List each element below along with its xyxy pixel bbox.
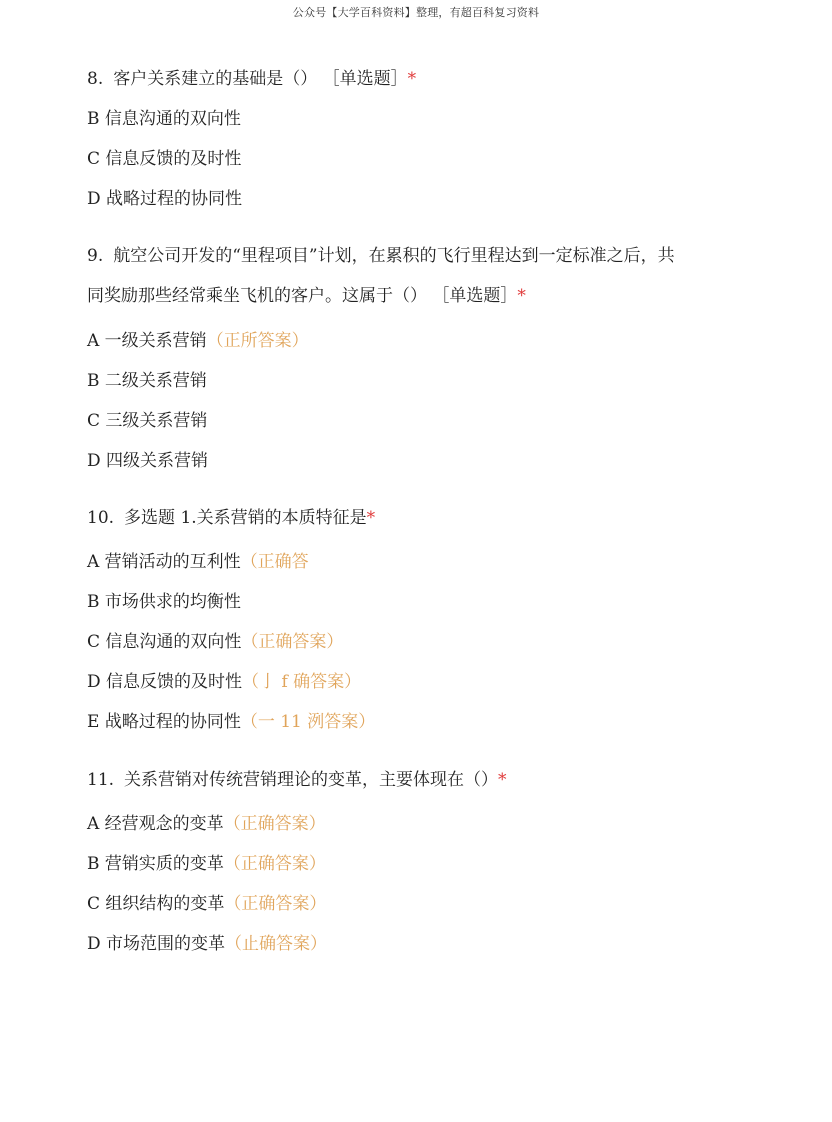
option-item[interactable]: [87, 329, 309, 353]
correct-answer-tag: （正确答: [240, 552, 309, 572]
option-label: B 营销实质的变革: [87, 854, 224, 874]
option-item[interactable]: [87, 630, 343, 654]
option-label: B 二级关系营销: [87, 371, 207, 391]
option-label: C 三级关系营销: [87, 411, 208, 431]
option-label: B 市场供求的均衡性: [87, 592, 241, 612]
correct-answer-tag: （正所答案）: [206, 331, 309, 351]
option-label: A 一级关系营销: [87, 331, 207, 351]
option-label: C 信息沟通的双向性: [87, 632, 242, 652]
option-item[interactable]: [87, 590, 241, 614]
option-item[interactable]: [87, 409, 207, 433]
option-item[interactable]: [87, 892, 326, 916]
question-text: 同奖励那些经常乘坐飞机的客户。这属于（） ［单选题］: [87, 286, 518, 306]
option-label: E 战略过程的协同性: [87, 712, 241, 732]
question-9-title-line2: [87, 284, 526, 308]
question-text: 航空公司开发的“里程项目”计划，在累积的飞行里程达到一定标准之后，共: [113, 246, 675, 266]
required-star: *: [517, 286, 526, 306]
option-label: A 营销活动的互利性: [87, 552, 241, 572]
question-10-title: [87, 506, 375, 530]
option-label: C 信息反馈的及时性: [87, 149, 242, 169]
question-text: 关系营销对传统营销理论的变革，主要体现在（）: [124, 770, 499, 790]
required-star: *: [498, 770, 507, 790]
option-label: D 市场范围的变革: [87, 934, 226, 954]
question-8-title: [87, 67, 416, 91]
question-9-title-line1: [87, 244, 675, 268]
option-item[interactable]: [87, 449, 208, 473]
question-number: 11.: [87, 770, 115, 790]
correct-answer-tag: （正确答案）: [241, 632, 344, 652]
question-number: 9.: [87, 246, 104, 266]
page-header: 公众号【大学百科资料】整理，有超百科复习资料: [292, 6, 540, 19]
option-label: A 经营观念的变革: [87, 814, 224, 834]
option-item[interactable]: [87, 107, 241, 131]
required-star: *: [366, 508, 376, 528]
option-label: C 组织结构的变革: [87, 894, 225, 914]
option-item[interactable]: [87, 812, 326, 836]
option-label: B 信息沟通的双向性: [87, 109, 241, 129]
correct-answer-tag: （亅 f 确答案）: [242, 672, 362, 692]
option-item[interactable]: [87, 550, 309, 574]
option-label: D 信息反馈的及时性: [87, 672, 243, 692]
correct-answer-tag: （止确答案）: [225, 934, 328, 954]
option-item[interactable]: [87, 852, 326, 876]
question-text: 多选题 1.关系营销的本质特征是: [124, 508, 367, 528]
option-label: D 战略过程的协同性: [87, 189, 243, 209]
question-text: 客户关系建立的基础是（） ［单选题］: [113, 69, 408, 89]
option-item[interactable]: [87, 932, 327, 956]
option-label: D 四级关系营销: [87, 451, 209, 471]
correct-answer-tag: （正确答案）: [224, 894, 327, 914]
correct-answer-tag: （正确答案）: [223, 854, 326, 874]
option-item[interactable]: [87, 710, 375, 734]
option-item[interactable]: [87, 670, 361, 694]
option-item[interactable]: [87, 369, 207, 393]
correct-answer-tag: （正确答案）: [223, 814, 326, 834]
option-item[interactable]: [87, 147, 241, 171]
question-number: 8.: [87, 69, 104, 89]
required-star: *: [407, 69, 417, 89]
question-number: 10.: [87, 508, 115, 528]
correct-answer-tag: （一 11 洌答案）: [240, 712, 376, 732]
question-11-title: [87, 768, 507, 792]
option-item[interactable]: [87, 187, 242, 211]
